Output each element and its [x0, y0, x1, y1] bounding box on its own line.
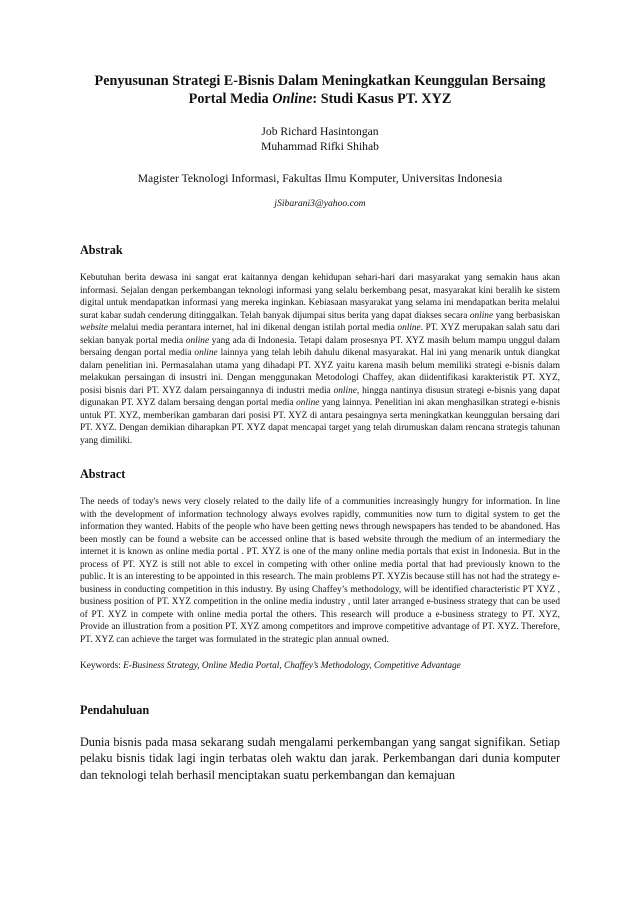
pendahuluan-heading: Pendahuluan	[80, 702, 150, 717]
keywords-value: E-Business Strategy, Online Media Portal, Chaffey’s Methodology, Competitive Advantage	[123, 661, 461, 671]
author-name: Job Richard Hasintongan	[261, 125, 379, 138]
abstract-paragraph: The needs of today's news very closely related to the daily life of a communities increasingly hungry for information. In line with the development of information technology always evolves rapidly, communities now turn to digital system to get the information they wanted. Habits of the people who have been getting news through newspapers has tended to be abandoned. Has been mostly can be found a website can be accessed online that is based website through the medium of an intermediary the internet it is known as online media portal . PT. XYZ is one of the many online media portals that exist in Indonesia. But in the process of PT. XYZ is still not able to excel in competing with other online media portal that had previously known to the public. It is an interesting to be appointed in this research. The main problems PT. XYZis because still has not had the strategy e-business in conducting competition in this industry. By using Chaffey’s methodology, will be identified characteristic PT XYZ , business position of PT. XYZ competition in the online media industry , until later arranged e-business strategy that can be used of PT. XYZ in compete with online media portal the others. This research will produce a e-business strategy to PT. XYZ, Provide an illustration from a position PT. XYZ among competitors and improve competitive advantage of PT. XYZ. Therefore, PT. XYZ can achieve the target was formulated in the strategic plan annual owned.	[80, 497, 560, 645]
abstrak-heading: Abstrak	[80, 243, 123, 257]
keywords-line	[80, 660, 560, 673]
title-line-1: Penyusunan Strategi E-Bisnis Dalam Meningkatkan Keunggulan Bersaing	[94, 73, 546, 89]
affiliation: Magister Teknologi Informasi, Fakultas Ilmu Komputer, Universitas Indonesia	[137, 172, 503, 185]
title-line-2-suffix: : Studi Kasus PT. XYZ	[312, 91, 452, 107]
abstrak-paragraph: Kebutuhan berita dewasa ini sangat erat kaitannya dengan kehidupan sehari-hari dari masyarakat yang semakin haus akan informasi. Sejalan dengan perkembangan teknologi informasi yang selalu berkembang pesat, masyarakat kini beralih ke sistem digital untuk mendapatkan informasi yang mereka inginkan. Kebiasaan masyarakat yang selama ini mendapatkan berita melalui surat kabar sudah cenderung ditinggalkan. Telah banyak dijumpai situs berita yang dapat diakses secara online yang berbasiskan website melalui media perantara internet, hal ini dikenal dengan istilah portal media online. PT. XYZ merupakan salah satu dari sekian banyak portal media online yang ada di Indonesia. Tetapi dalam prosesnya PT. XYZ masih belum mampu unggul dalam bersaing dengan portal media online lainnya yang telah lebih dahulu dikenal masyarakat. Hal ini yang menarik untuk diangkat dalam penelitian ini. Permasalahan utama yang dihadapi PT. XYZ yaitu karena masih belum memiliki strategi e-bisnis dalam melakukan persaingan di insustri ini. Dengan menggunakan Metodologi Chaffey, akan diidentifikasi karakteristik PT. XYZ, posisi bisnis dari PT. XYZ dalam persaingannya di industri media online, hingga nantinya disusun strategi e-bisnis yang dapat digunakan PT. XYZ dalam bersaing dengan portal media online yang lainnya. Penelitian ini akan menghasilkan strategi e-bisnis untuk PT. XYZ, memberikan gambaran dari posisi PT. XYZ di antara pesaingnya serta meningkatkan keunggulan bersaing dari PT. XYZ. Dengan demikian diharapkan PT. XYZ dapat mencapai target yang telah dirumuskan dalam rencana strategis tahunan yang dimiliki.	[80, 273, 561, 446]
author-name: Muhammad Rifki Shihab	[261, 140, 379, 153]
paper-title	[80, 72, 560, 108]
title-line-2-prefix: Portal Media	[188, 91, 273, 107]
author-email: jSibarani3@yahoo.com	[274, 198, 366, 209]
author-list	[80, 124, 560, 154]
title-line-2-emphasis: Online	[272, 91, 313, 107]
pendahuluan-paragraph: Dunia bisnis pada masa sekarang sudah mengalami perkembangan yang sangat signifikan. Setiap pelaku bisnis tidak lagi ingin terbatas oleh waktu dan jarak. Perkembangan dari dunia komputer dan teknologi telah berhasil menciptakan suatu perkembangan dan kemajuan	[80, 734, 560, 782]
abstract-heading: Abstract	[80, 467, 126, 481]
keywords-label: Keywords:	[80, 661, 124, 671]
